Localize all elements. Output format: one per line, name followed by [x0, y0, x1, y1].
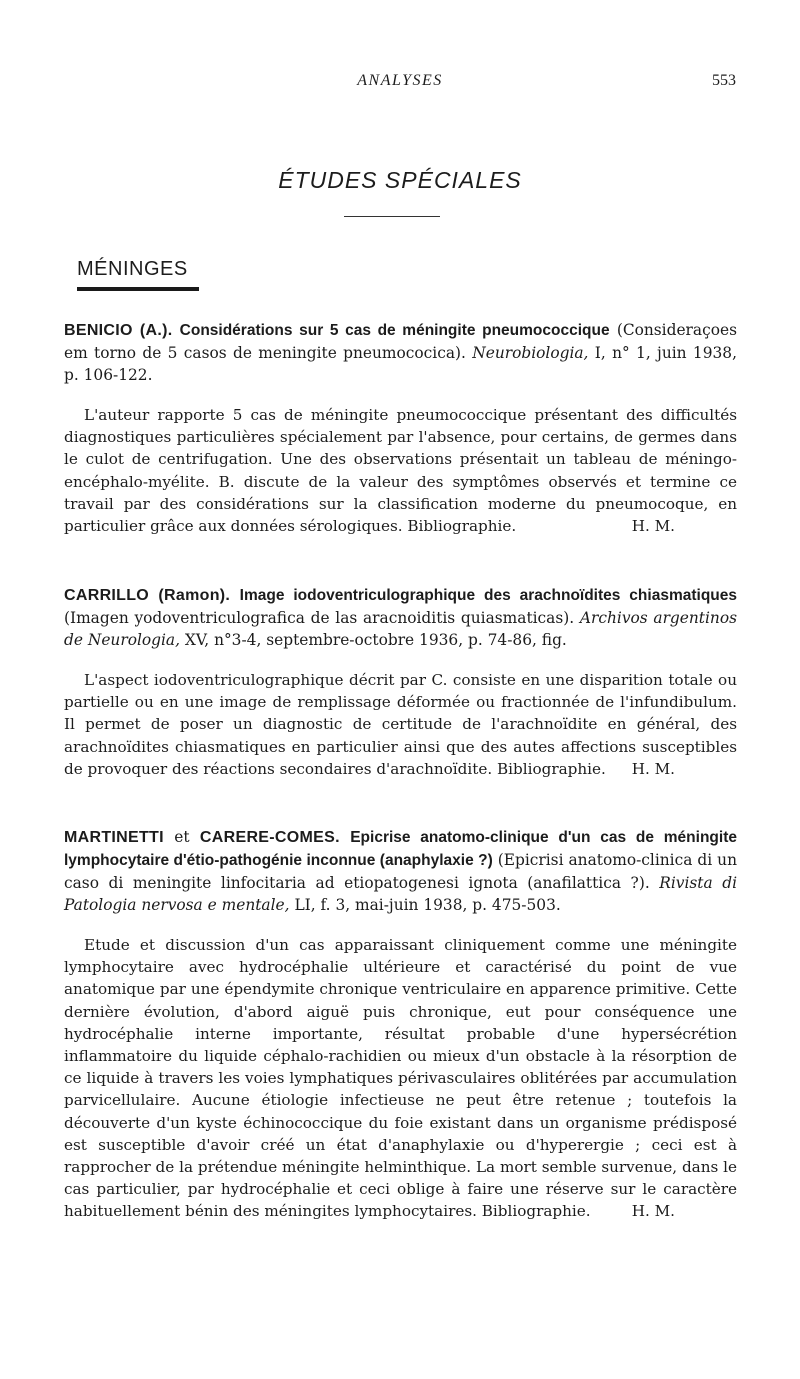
- entry-signature: H. M.: [631, 1202, 675, 1221]
- entry-title: Epicrise anatomo-clinique d'un cas de méningite lymphocytaire d'étio-pathogénie inconnue (anaphylaxie ?): [64, 829, 737, 869]
- entry-title: Considérations sur 5 cas de méningite pneumococcique: [179, 322, 610, 339]
- section-divider: [344, 216, 440, 217]
- entry-abstract: [64, 669, 737, 780]
- entry-journal: Neurobiologia,: [472, 344, 589, 362]
- entry-original-title: (Consideraçoes em torno de 5 casos de meningite pneumococica).: [64, 321, 737, 362]
- citation: [64, 826, 737, 916]
- citation: [64, 319, 737, 386]
- abstract-entry: [64, 826, 737, 1223]
- subsection-underline: [77, 287, 199, 291]
- section-title: ÉTUDES SPÉCIALES: [278, 167, 522, 193]
- entry-author: BENICIO (A.).: [64, 322, 173, 339]
- entry-author: MARTINETTI: [64, 829, 164, 846]
- entry-abstract: [64, 934, 737, 1223]
- entry-original-title: (Epicrisi anatomo-clinica di un caso di meningite linfocitaria ad etiopatogenesi ignota (anafilattica ?).: [64, 851, 737, 892]
- running-title: ANALYSES: [357, 72, 443, 89]
- page-number: 553: [712, 72, 736, 89]
- entry-reference: I, n° 1, juin 1938, p. 106-122.: [64, 344, 737, 384]
- abstract-text: L'aspect iodoventriculographique décrit par C. consiste en une disparition totale ou partielle ou en une image de remplissage déformée ou fractionnée de l'infundibulum. Il permet de poser un diagnostic de certitude de l'arachnoïdite en général, des arachnoïdites chiasmatiques en particulier ainsi que des autes affections susceptibles de provoquer des réactions secondaires d'arachnoïdite. Bibliographie.: [64, 671, 737, 778]
- subsection-title: MÉNINGES: [77, 258, 188, 280]
- entry-journal: Rivista di Patologia nervosa e mentale,: [64, 874, 737, 914]
- entry-journal: Archivos argentinos de Neurologia,: [64, 609, 737, 649]
- subsection-heading: [77, 256, 199, 291]
- abstract-entry: [64, 319, 737, 537]
- entry-original-title: (Imagen yodoventriculografica de las aracnoiditis quiasmaticas).: [64, 609, 575, 627]
- entry-title: Image iodoventriculographique des arachnoïdites chiasmatiques: [239, 587, 737, 604]
- abstract-text: L'auteur rapporte 5 cas de méningite pneumococcique présentant des difficultés diagnostiques particulières spécialement par l'absence, pour certains, de germes dans le culot de centrifugation. Une des observations présentait un tableau de méningo-encéphalo-myélite. B. discute de la valeur des symptômes observés et termine ce travail par des considérations sur la classification moderne du pneumocoque, en particulier grâce aux données sérologiques. Bibliographie.: [64, 406, 737, 536]
- entry-reference: XV, n°3-4, septembre-octobre 1936, p. 74-86, fig.: [184, 631, 567, 649]
- entry-author-joiner: et: [174, 828, 190, 846]
- entry-coauthor: CARERE-COMES.: [199, 829, 340, 846]
- entry-signature: H. M.: [631, 759, 675, 778]
- entry-reference: LI, f. 3, mai-juin 1938, p. 475-503.: [294, 896, 561, 914]
- entry-signature: H. M.: [631, 517, 675, 536]
- entry-author: CARRILLO (Ramon).: [64, 587, 231, 604]
- citation: [64, 584, 737, 651]
- running-head: [0, 72, 800, 96]
- abstract-entry: [64, 584, 737, 780]
- entry-abstract: [64, 404, 737, 537]
- abstract-text: Etude et discussion d'un cas apparaissant cliniquement comme une méningite lymphocytaire avec hydrocéphalie ultérieure et caractérisé du point de vue anatomique par une épendymite chronique ventriculaire en apparence primitive. Cette dernière évolution, d'abord aiguë puis chronique, eut pour conséquence une hydrocéphalie interne importante, résultat probable d'une hypersécrétion inflammatoire du liquide céphalo-rachidien ou mieux d'un obstacle à la résorption de ce liquide à travers les voies lymphatiques périvasculaires oblitérées par accumulation parvicellulaire. Aucune étiologie infectieuse ne peut être retenue ; toutefois la découverte d'un kyste échinococcique du foie existant dans un organisme prédisposé est susceptible d'avoir créé un état d'anaphylaxie ou d'hyperergie ; ceci est à rapprocher de la prétendue méningite helminthique. La mort semble survenue, dans le cas particulier, par hydrocéphalie et ceci oblige à faire une réserve sur le caractère habituellement bénin des méningites lymphocytaires. Bibliographie.: [64, 936, 737, 1221]
